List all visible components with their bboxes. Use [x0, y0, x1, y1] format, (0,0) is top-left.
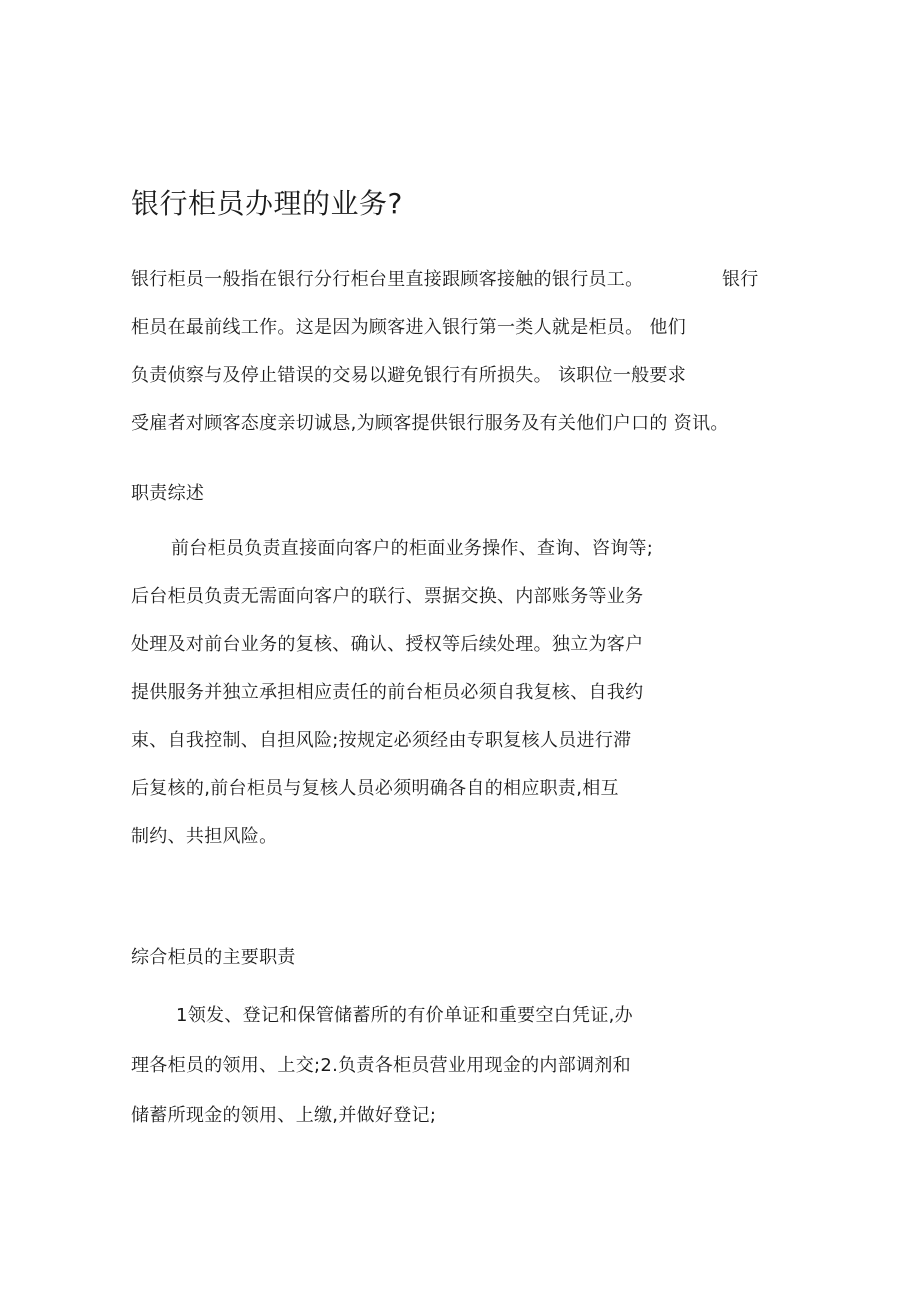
duties-line-3: 处理及对前台业务的复核、确认、授权等后续处理。独立为客户: [131, 634, 644, 655]
main-duties-line-1: 1领发、登记和保管储蓄所的有价单证和重要空白凭证,办: [176, 1005, 633, 1026]
intro-line-4: 受雇者对顾客态度亲切诚恳,为顾客提供银行服务及有关他们户口的 资讯。: [131, 413, 729, 434]
section-heading-duties-overview: 职责综述: [131, 483, 205, 504]
duties-line-1: 前台柜员负责直接面向客户的柜面业务操作、查询、咨询等;: [171, 538, 654, 559]
section-heading-main-duties: 综合柜员的主要职责: [131, 947, 296, 968]
duties-line-4: 提供服务并独立承担相应责任的前台柜员必须自我复核、自我约: [131, 682, 644, 703]
main-duties-line-2: 理各柜员的领用、上交;2.负责各柜员营业用现金的内部调剂和: [131, 1055, 631, 1076]
intro-line-3: 负责侦察与及停止错误的交易以避免银行有所损失。 该职位一般要求: [131, 365, 687, 386]
intro-line-2: 柜员在最前线工作。这是因为顾客进入银行第一类人就是柜员。 他们: [131, 317, 687, 338]
intro-line-1-end: 银行: [722, 269, 759, 290]
intro-line-1: 银行柜员一般指在银行分行柜台里直接跟顾客接触的银行员工。: [131, 269, 644, 290]
page-title: 银行柜员办理的业务?: [131, 187, 403, 220]
duties-line-2: 后台柜员负责无需面向客户的联行、票据交换、内部账务等业务: [131, 586, 644, 607]
duties-line-5: 束、自我控制、自担风险;按规定必须经由专职复核人员进行滞: [131, 730, 632, 751]
duties-line-7: 制约、共担风险。: [131, 826, 278, 847]
main-duties-line-3: 储蓄所现金的领用、上缴,并做好登记;: [131, 1105, 437, 1126]
duties-line-6: 后复核的,前台柜员与复核人员必须明确各自的相应职责,相互: [131, 778, 619, 799]
